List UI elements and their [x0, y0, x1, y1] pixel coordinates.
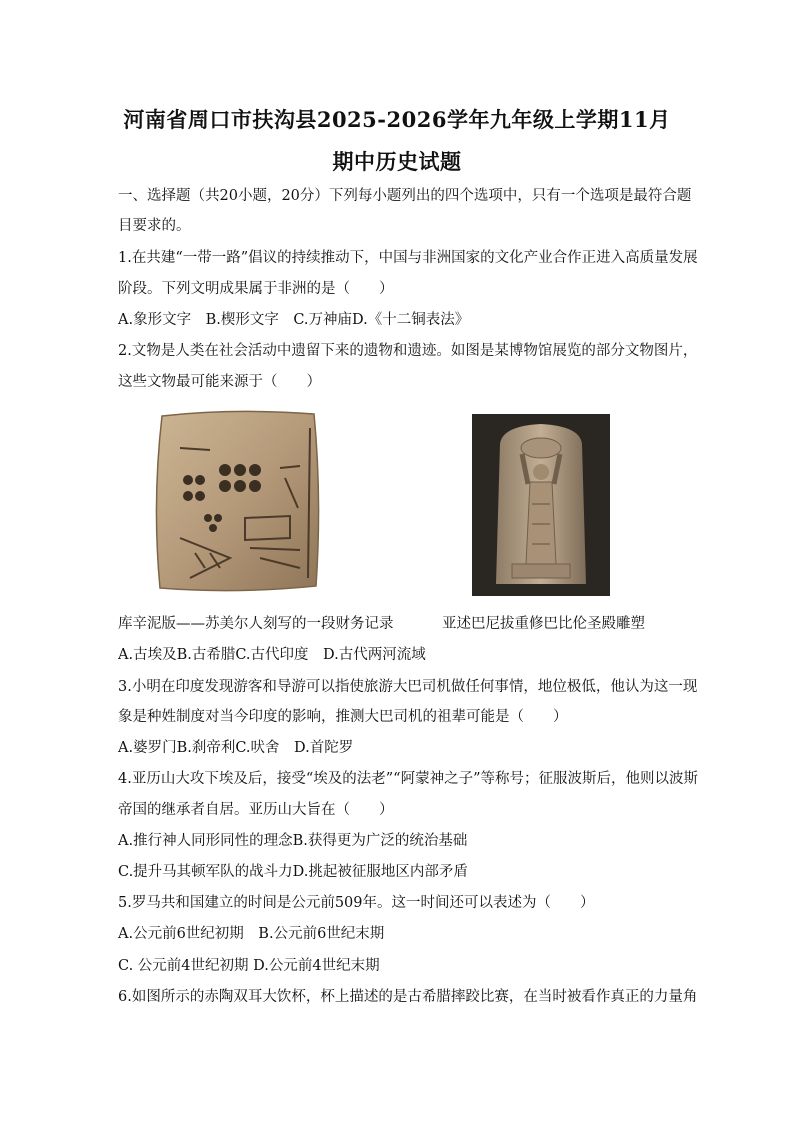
- q6-line1: 6.如图所示的赤陶双耳大饮杯，杯上描述的是古希腊摔跤比赛，在当时被看作真正的力量角: [118, 989, 698, 1005]
- q1-options: A.象形文字 B.楔形文字 C.万神庙D.《十二铜表法》: [118, 312, 470, 328]
- q4-line1: 4.亚历山大攻下埃及后，接受“埃及的法老”“阿蒙神之子”等称号；征服波斯后，他则以波斯: [118, 771, 698, 787]
- q1-line2: 阶段。下列文明成果属于非洲的是（ ）: [118, 281, 394, 297]
- q5-line1: 5.罗马共和国建立的时间是公元前509年。这一时间还可以表述为（ ）: [118, 895, 595, 911]
- stele-sculpture-image: [472, 414, 610, 596]
- page-title-line2: 期中历史试题: [332, 149, 462, 174]
- q4-options-ab: A.推行神人同形同性的理念B.获得更为广泛的统治基础: [118, 833, 468, 849]
- q2-line1: 2.文物是人类在社会活动中遗留下来的遗物和遗迹。如图是某博物馆展览的部分文物图片，: [118, 343, 698, 359]
- q4-options-cd: C.提升马其顿军队的战斗力D.挑起被征服地区内部矛盾: [118, 864, 468, 880]
- clay-tablet-image: [150, 408, 324, 596]
- q4-line2: 帝国的继承者自居。亚历山大旨在（ ）: [118, 802, 394, 818]
- q5-options-ab: A.公元前6世纪初期 B.公元前6世纪末期: [118, 926, 385, 942]
- q3-options: A.婆罗门B.刹帝利C.吠舍 D.首陀罗: [118, 740, 354, 756]
- q3-line2: 象是种姓制度对当今印度的影响，推测大巴司机的祖辈可能是（ ）: [118, 709, 568, 725]
- section-header-line2: 目要求的。: [118, 218, 191, 234]
- q5-options-cd: C. 公元前4世纪初期 D.公元前4世纪末期: [118, 958, 380, 974]
- caption-clay-tablet: 库辛泥版——苏美尔人刻写的一段财务记录: [118, 616, 394, 632]
- q2-line2: 这些文物最可能来源于（ ）: [118, 374, 321, 390]
- q3-line1: 3.小明在印度发现游客和导游可以指使旅游大巴司机做任何事情，地位极低，他认为这一现: [118, 679, 698, 695]
- section-header-line1: 一、选择题（共20小题，20分）下列每小题列出的四个选项中，只有一个选项是最符合题: [118, 188, 692, 204]
- caption-stele: 亚述巴尼拔重修巴比伦圣殿雕塑: [442, 616, 645, 632]
- q1-line1: 1.在共建“一带一路”倡议的持续推动下，中国与非洲国家的文化产业合作正进入高质量发展: [118, 250, 698, 266]
- page-title-line1: 河南省周口市扶沟县2025-2026学年九年级上学期11月: [123, 107, 671, 132]
- q2-options: A.古埃及B.古希腊C.古代印度 D.古代两河流域: [118, 647, 426, 663]
